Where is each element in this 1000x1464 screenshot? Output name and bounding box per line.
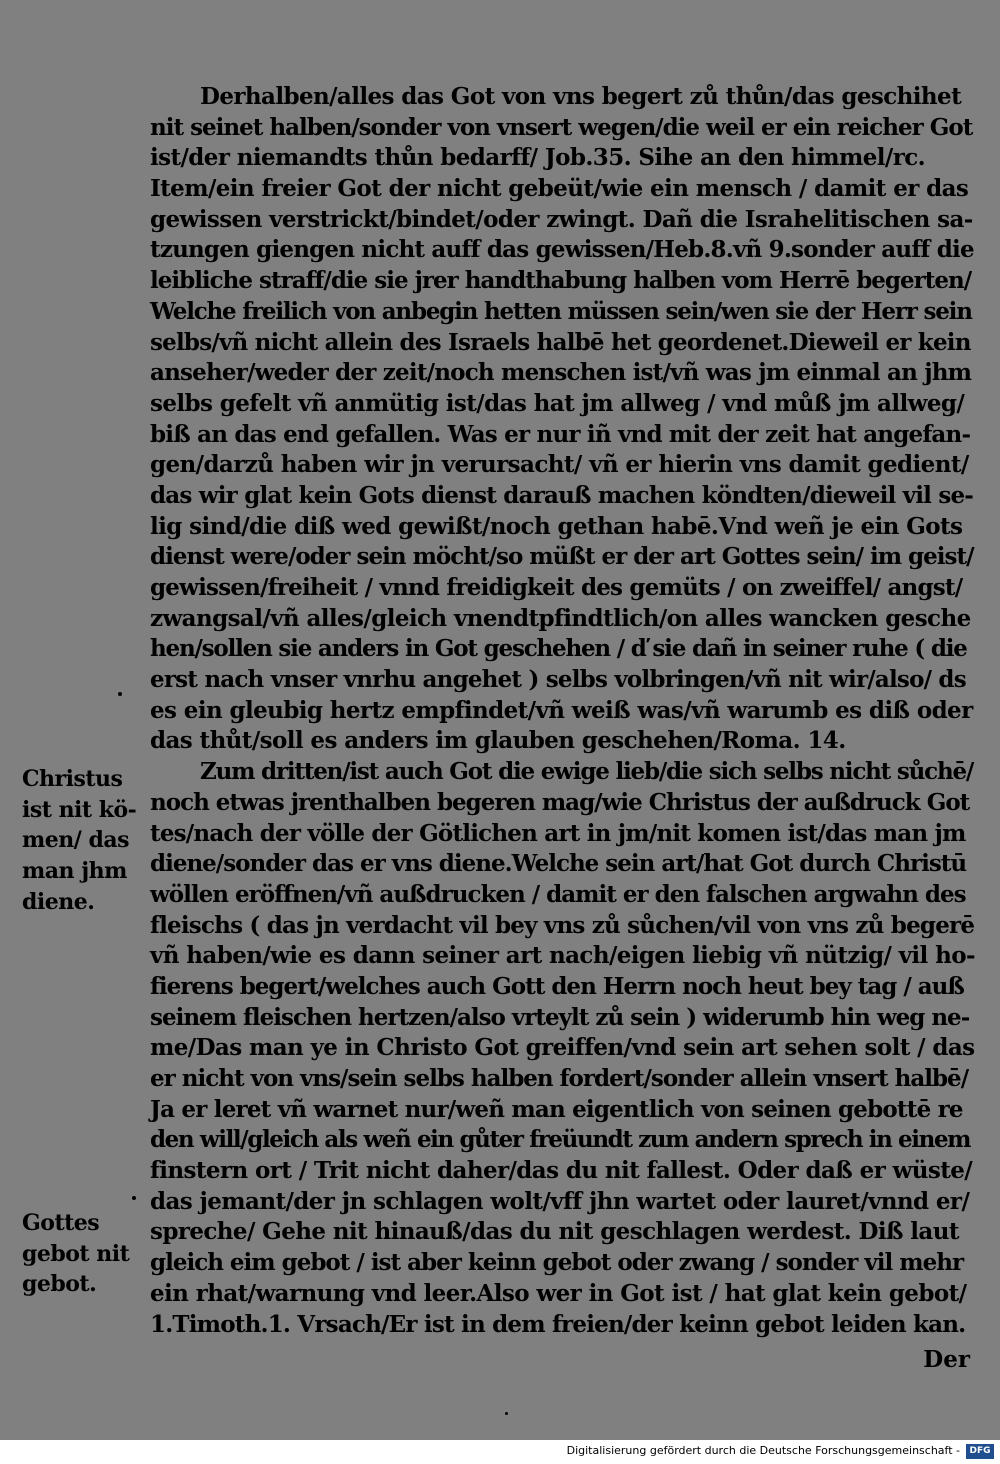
text-line: Item/ein freier Got der nicht gebeüt/wie ein mensch / damit er das bbox=[150, 175, 969, 203]
text-line: das wir glat kein Gots dienst darauß machen köndten/dieweil vil se- bbox=[150, 481, 974, 509]
main-text-block bbox=[150, 82, 975, 1340]
margin-note-gottes-gebot bbox=[22, 1208, 144, 1300]
ink-speck bbox=[505, 1412, 508, 1415]
text-line: anseher/weder der zeit/noch menschen ist/vñ was jm einmal an jhm bbox=[150, 359, 972, 387]
text-line: ein rhat/warnung vnd leer.Also wer in Got ist / hat glat kein gebot/ bbox=[150, 1279, 967, 1307]
footer-bar bbox=[0, 1440, 1000, 1464]
text-line: seinem fleischen hertzen/also vrteylt zů sein ) widerumb hin weg ne- bbox=[150, 1003, 970, 1031]
text-line: tzungen giengen nicht auff das gewissen/Heb.8.vñ 9.sonder auff die bbox=[150, 236, 974, 264]
text-line: me/Das man ye in Christo Got greiffen/vnd sein art sehen solt / das bbox=[150, 1034, 975, 1062]
text-line: tes/nach der völle der Götlichen art in jm/nit komen ist/das man jm bbox=[150, 819, 966, 847]
text-line: wöllen eröffnen/vñ außdrucken / damit er den falschen argwahn des bbox=[150, 880, 966, 908]
text-line: spreche/ Gehe nit hinauß/das du nit geschlagen werdest. Diß laut bbox=[150, 1218, 959, 1246]
margin-line: men/ das bbox=[22, 827, 129, 854]
margin-line: gebot nit bbox=[22, 1240, 130, 1267]
margin-line: Christus bbox=[22, 766, 123, 792]
text-line: Ja er leret vñ warnet nur/weñ man eigentlich von seinen gebottē re bbox=[150, 1095, 963, 1123]
ink-speck bbox=[132, 1196, 136, 1200]
margin-line: gebot. bbox=[22, 1271, 97, 1298]
text-line: es ein gleubig hertz empfindet/vñ weiß was/vñ warumb es diß oder bbox=[150, 696, 973, 724]
ink-speck bbox=[118, 692, 122, 696]
text-line: nit seinet halben/sonder von vnsert wegen/die weil er ein reicher Got bbox=[150, 113, 973, 141]
text-line: das thůt/soll es anders im glauben geschehen/Roma. 14. bbox=[150, 727, 846, 755]
text-line: erst nach vnser vnrhu angehet ) selbs volbringen/vñ nit wir/also/ ds bbox=[150, 666, 966, 694]
text-line: er nicht von vns/sein selbs halben fordert/sonder allein vnsert halbē/ bbox=[150, 1065, 969, 1092]
text-line: Welche freilich von anbegin hetten müssen sein/wen sie der Herr sein bbox=[150, 297, 972, 325]
text-line: den will/gleich als weñ ein gůter freüundt zum andern sprech in einem bbox=[150, 1126, 971, 1154]
text-line: gen/darzů haben wir jn verursacht/ vñ er hierin vns damit gedient/ bbox=[150, 451, 969, 479]
text-line: gewissen/freiheit / vnnd freidigkeit des gemüts / on zweiffel/ angst/ bbox=[150, 574, 963, 601]
text-line: gewissen verstrickt/bindet/oder zwingt. Dañ die Israhelitischen sa- bbox=[150, 205, 973, 233]
text-line: hen/sollen sie anders in Got geschehen / ď sie dañ in seiner ruhe ( die bbox=[150, 635, 967, 663]
margin-line: diene. bbox=[22, 888, 95, 915]
text-line: Zum dritten/ist auch Got die ewige lieb/die sich selbs nicht sůchē/ bbox=[200, 758, 974, 786]
text-line: selbs gefelt vñ anmütig ist/das hat jm allweg / vnd můß jm allweg/ bbox=[150, 389, 965, 417]
text-line: selbs/vñ nicht allein des Israels halbē het geordenet.Dieweil er kein bbox=[150, 328, 971, 356]
catchword: Der bbox=[923, 1346, 970, 1373]
text-line: Derhalben/alles das Got von vns begert zů thůn/das geschihet bbox=[200, 83, 962, 110]
margin-note-christus bbox=[22, 764, 144, 917]
margin-line: Gottes bbox=[22, 1210, 100, 1236]
text-line: biß an das end gefallen. Was er nur iñ vnd mit der zeit hat angefan- bbox=[150, 420, 971, 448]
text-line: leibliche straff/die sie jrer handthabung halben vom Herrē begerten/ bbox=[150, 267, 972, 295]
text-line: fierens begert/welches auch Gott den Herrn noch heut bey tag / auß bbox=[150, 972, 964, 1000]
text-line: zwangsal/vñ alles/gleich vnendtpfindtlich/on alles wancken gesche bbox=[150, 604, 971, 632]
footer-credit: Digitalisierung gefördert durch die Deutsche Forschungsgemeinschaft - bbox=[566, 1444, 960, 1457]
text-line: vñ haben/wie es dann seiner art nach/eigen liebig vñ nützig/ vil ho- bbox=[150, 942, 975, 970]
margin-line: ist nit kö- bbox=[22, 796, 137, 823]
text-line: 1.Timoth.1. Vrsach/Er ist in dem freien/der keinn gebot leiden kan. bbox=[150, 1310, 966, 1338]
text-line: noch etwas jrenthalben begeren mag/wie Christus der außdruck Got bbox=[150, 788, 970, 816]
text-line: finstern ort / Trit nicht daher/das du nit fallest. Oder daß er wüste/ bbox=[150, 1157, 973, 1185]
text-line: lig sind/die diß wed gewißt/noch gethan habē.Vnd weñ je ein Gots bbox=[150, 512, 963, 540]
text-line: dienst were/oder sein möcht/so müßt er der art Gottes sein/ im geist/ bbox=[150, 543, 974, 571]
dfg-logo-icon: DFG bbox=[966, 1444, 994, 1459]
text-line: gleich eim gebot / ist aber keinn gebot oder zwang / sonder vil mehr bbox=[150, 1249, 964, 1277]
text-line: ist/der niemandts thůn bedarff/ Job.35. Sihe an den himmel/rc. bbox=[150, 144, 926, 172]
text-line: das jemant/der jn schlagen wolt/vff jhn wartet oder lauret/vnnd er/ bbox=[150, 1187, 970, 1215]
text-line: fleischs ( das jn verdacht vil bey vns zů sůchen/vil von vns zů begerē bbox=[150, 911, 975, 939]
margin-line: man jhm bbox=[22, 858, 127, 885]
text-line: diene/sonder das er vns diene.Welche sein art/hat Got durch Christū bbox=[150, 850, 967, 878]
